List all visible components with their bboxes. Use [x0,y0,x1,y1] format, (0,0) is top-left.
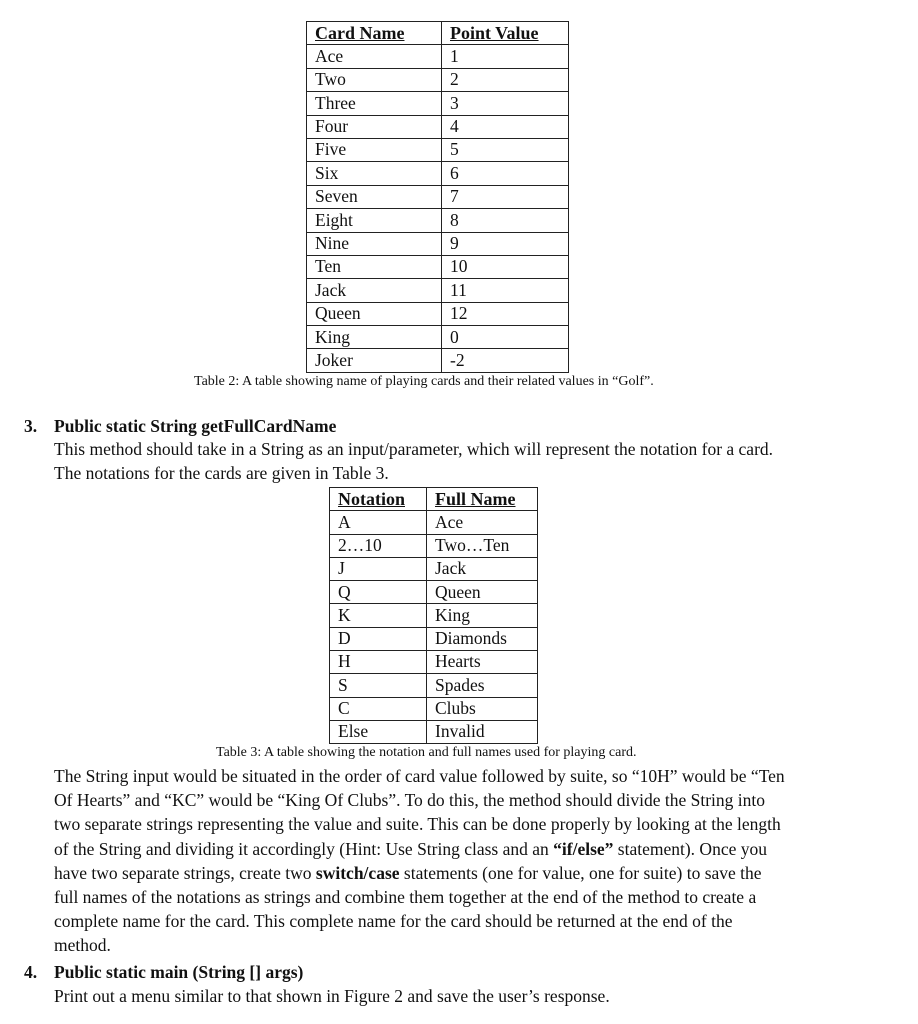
point-value-cell: 3 [442,92,569,115]
table-header-row [307,22,569,45]
table3-caption: Table 3: A table showing the notation and full names used for playing card. [216,745,637,760]
paragraph-line: Print out a menu similar to that shown in Figure 2 and save the user’s response. [54,986,610,1006]
bold-keyword-if-else: “if/else” [553,838,614,859]
paragraph-line: method. [54,935,111,956]
paragraph-line [54,861,785,885]
paragraph-line: complete name for the card. This complete name for the card should be returned at the end of the [54,911,733,932]
card-name-cell: Three [307,92,442,115]
table-row [330,720,538,743]
table-row [307,209,569,232]
card-name-cell: King [307,326,442,349]
notation-cell: Q [330,581,427,604]
paragraph-line: The String input would be situated in the order of card value followed by suite, so “10H” would be “Ten [54,766,785,786]
notation-cell: H [330,651,427,674]
point-value-cell: 4 [442,115,569,138]
full-name-cell: Diamonds [427,627,538,650]
card-name-cell: Seven [307,185,442,208]
table-row [330,581,538,604]
notation-cell: J [330,557,427,580]
paragraph-line: two separate strings representing the value and suite. This can be done properly by looking at the length [54,814,781,835]
text-run: statements (one for value, one for suite) to save the [399,862,762,883]
text-run: statement). Once you [613,838,767,859]
section-3-title: Public static String getFullCardName [54,416,337,436]
column-header-notation: Notation [330,488,427,511]
point-value-cell: -2 [442,349,569,372]
section-4-body [54,984,610,1008]
full-name-cell: Ace [427,511,538,534]
card-name-cell: Joker [307,349,442,372]
table-row [307,138,569,161]
point-value-cell: 10 [442,255,569,278]
point-value-cell: 9 [442,232,569,255]
notation-cell: S [330,674,427,697]
card-name-cell: Queen [307,302,442,325]
paragraph-line: The notations for the cards are given in Table 3. [54,463,389,484]
bold-keyword-switch-case: switch/case [315,862,400,883]
table-row [307,115,569,138]
table-row [307,162,569,185]
notation-cell: Else [330,720,427,743]
full-name-cell: Queen [427,581,538,604]
table-row [330,627,538,650]
notation-full-name-table [329,487,538,744]
notation-cell: C [330,697,427,720]
point-value-cell: 6 [442,162,569,185]
full-name-cell: Two…Ten [427,534,538,557]
full-name-cell: Hearts [427,651,538,674]
section-3-body [54,764,785,958]
point-value-cell: 12 [442,302,569,325]
card-name-cell: Five [307,138,442,161]
table-row [307,185,569,208]
section-3-heading [24,416,336,437]
column-header-full-name: Full Name [427,488,538,511]
table-row [330,557,538,580]
paragraph-line [54,837,785,861]
table-row [307,326,569,349]
card-name-cell: Nine [307,232,442,255]
text-run: of the String and dividing it accordingly (Hint: Use String class and an [54,838,554,859]
section-4-heading [24,962,303,983]
table-row [307,349,569,372]
paragraph-line: This method should take in a String as an input/parameter, which will represent the notation for a card. [54,439,774,459]
table-row [307,92,569,115]
table-row [307,302,569,325]
column-header-card-name: Card Name [307,22,442,45]
full-name-cell: King [427,604,538,627]
notation-cell: 2…10 [330,534,427,557]
full-name-cell: Spades [427,674,538,697]
point-value-cell: 8 [442,209,569,232]
table-row [330,697,538,720]
table-row [307,255,569,278]
point-value-cell: 0 [442,326,569,349]
card-name-cell: Four [307,115,442,138]
section-4-title: Public static main (String [] args) [54,962,304,982]
section-4-number: 4. [24,962,38,982]
section-3-intro [54,437,773,485]
paragraph-line: full names of the notations as strings and combine them together at the end of the method to create a [54,886,757,907]
table2-caption: Table 2: A table showing name of playing cards and their related values in “Golf”. [194,374,654,389]
point-value-cell: 2 [442,68,569,91]
card-name-cell: Jack [307,279,442,302]
card-name-cell: Eight [307,209,442,232]
card-point-value-table [306,21,569,373]
notation-cell: K [330,604,427,627]
table-row [307,279,569,302]
card-name-cell: Ace [307,45,442,68]
column-header-point-value: Point Value [442,22,569,45]
paragraph-line: Of Hearts” and “KC” would be “King Of Clubs”. To do this, the method should divide the String into [54,790,765,811]
point-value-cell: 5 [442,138,569,161]
table-row [330,604,538,627]
full-name-cell: Clubs [427,697,538,720]
card-name-cell: Two [307,68,442,91]
point-value-cell: 1 [442,45,569,68]
notation-cell: A [330,511,427,534]
table-header-row [330,488,538,511]
table-row [307,68,569,91]
notation-cell: D [330,627,427,650]
table-row [307,232,569,255]
section-3-number: 3. [24,416,38,436]
point-value-cell: 7 [442,185,569,208]
table-row [307,45,569,68]
table-row [330,534,538,557]
card-name-cell: Ten [307,255,442,278]
full-name-cell: Jack [427,557,538,580]
full-name-cell: Invalid [427,720,538,743]
table-row [330,511,538,534]
table-row [330,651,538,674]
table-row [330,674,538,697]
card-name-cell: Six [307,162,442,185]
text-run: have two separate strings, create two [54,862,316,883]
point-value-cell: 11 [442,279,569,302]
